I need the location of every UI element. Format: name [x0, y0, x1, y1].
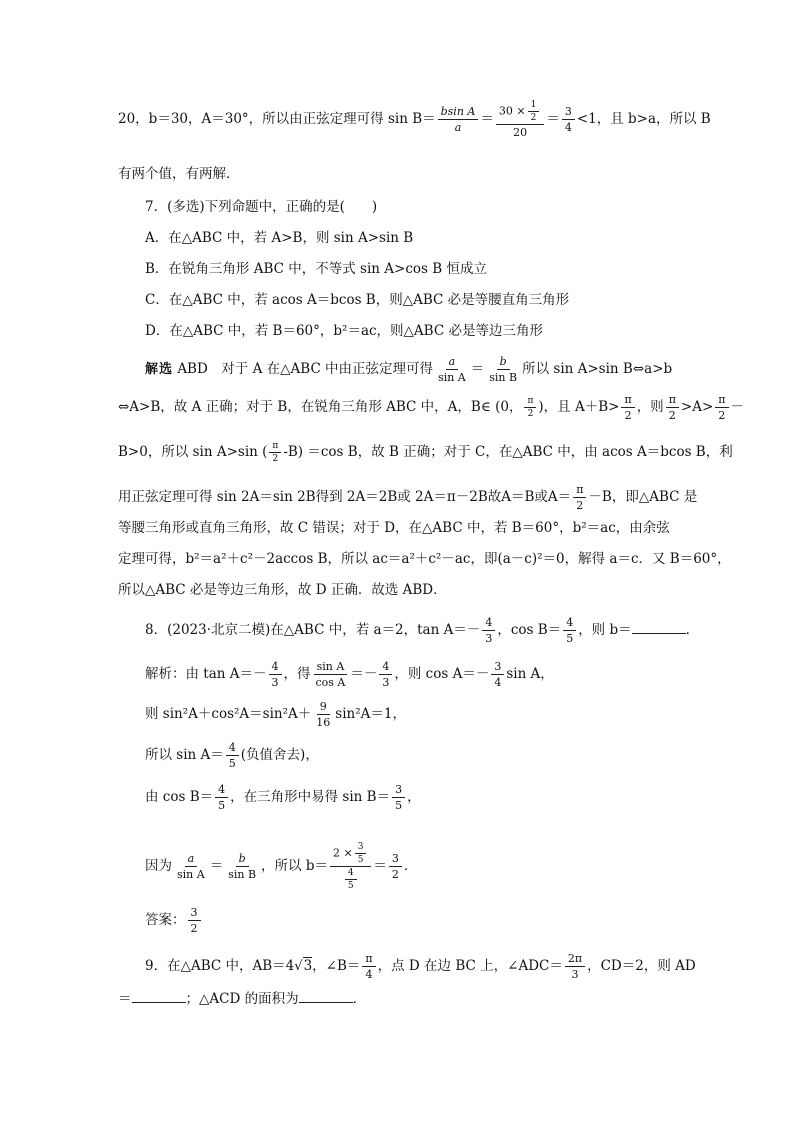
fraction [438, 105, 479, 134]
fraction [491, 660, 504, 689]
answer-blank-ad[interactable] [132, 988, 186, 1003]
text: 解析：由 tan A＝－ [145, 666, 267, 682]
text: 20，b＝30，A＝30°，所以由正弦定理可得 sin B＝ [118, 111, 436, 127]
numerator: 4 [563, 616, 576, 631]
fraction [174, 852, 208, 881]
text: ，在三角形中易得 sin B＝ [230, 789, 391, 805]
text: ，则 cos A＝－ [394, 666, 490, 682]
text: ABD 对于 A 在△ABC 中由正弦定理可得 [177, 361, 434, 377]
text: ⇔A>B，故 A 正确；对于 B，在锐角三角形 ABC 中，A，B∈ (0， [118, 399, 523, 415]
question-7-solution-line7: 所以△ABC 必是等边三角形，故 D 正确．故选 ABD． [118, 582, 447, 598]
numerator: 4 [215, 783, 228, 798]
text: 所以 sin A>sin B⇔a>b [522, 361, 673, 377]
numerator: 9 [317, 700, 330, 715]
solution-tag: 解选 [145, 362, 174, 377]
fraction [389, 852, 402, 881]
text: sin²A＝1， [335, 706, 406, 722]
numerator: π [666, 393, 679, 408]
numerator: 4 [345, 868, 357, 880]
denominator: 2 [527, 409, 534, 419]
text: ，则 b＝ [578, 622, 632, 638]
question-7-solution-line1 [145, 355, 672, 384]
fraction [565, 952, 585, 981]
text: <1，且 b>a，所以 B [576, 111, 711, 127]
text: ，CD＝2，则 AD [587, 958, 696, 974]
numerator: 3 [389, 852, 402, 867]
text: ＝－ [350, 666, 378, 682]
question-7-option-d: D．在△ABC 中，若 B＝60°，b²＝ac，则△ABC 必是等边三角形 [145, 323, 543, 339]
denominator: sin B [489, 371, 518, 384]
numerator: bsin A [438, 105, 479, 120]
question-8-answer [145, 906, 203, 935]
numerator: π [362, 952, 375, 967]
text: ． [685, 622, 700, 638]
numerator: b [236, 852, 249, 867]
numerator: π [573, 483, 586, 498]
denominator [340, 867, 362, 891]
fraction [355, 842, 367, 865]
question-8-stem [145, 616, 699, 645]
text: ＝ [209, 858, 224, 874]
numerator: 4 [379, 660, 392, 675]
fraction [562, 105, 575, 134]
text: 9．在△ABC 中，AB＝4 [145, 958, 295, 974]
fraction [528, 100, 540, 123]
denominator: 5 [566, 632, 574, 645]
denominator: 2 [530, 113, 537, 123]
text: -B) ＝cos B，故 B 正确；对于 C，在△ABC 中，由 acos A＝bcos B，利 [283, 444, 733, 460]
text: ，cos B＝ [497, 622, 562, 638]
fraction [345, 868, 357, 891]
numerator: π [621, 393, 634, 408]
question-7-solution-line6: 定理可得，b²＝a²＋c²－2accos B，所以 ac＝a²＋c²－ac，即(a－c)²＝0，解得 a＝c．又 B＝60°， [118, 551, 731, 567]
fraction [188, 906, 201, 935]
denominator: sin A [177, 868, 205, 881]
denominator: 5 [357, 855, 364, 865]
question-7-option-b: B．在锐角三角形 ABC 中，不等式 sin A>cos B 恒成立 [145, 261, 487, 277]
fraction [313, 700, 333, 729]
denominator: 3 [571, 968, 579, 981]
question-7-option-a: A．在△ABC 中，若 A>B，则 sin A>sin B [145, 230, 414, 246]
numerator: a [185, 852, 198, 867]
denominator: 5 [228, 757, 236, 770]
numerator: 3 [188, 906, 201, 921]
fraction [715, 393, 728, 422]
denominator: 5 [347, 881, 354, 891]
text: ＝ [118, 991, 132, 1007]
denominator: 4 [564, 121, 572, 134]
text: 所以 sin A＝ [145, 747, 224, 763]
text: ，则 [636, 399, 664, 415]
numerator: π [524, 396, 536, 408]
text: ， [407, 789, 421, 805]
text: sin A， [506, 666, 554, 682]
text: ． [352, 991, 367, 1007]
denominator: 4 [494, 676, 502, 689]
text: ＝ [546, 111, 560, 127]
numerator: 1 [528, 100, 540, 112]
question-7-solution-line3 [118, 441, 733, 464]
question-8-solution-line2 [145, 700, 406, 729]
text: 8．(2023·北京二模)在△ABC 中，若 a＝2，tan A＝－ [145, 622, 481, 638]
answer-blank[interactable] [632, 619, 686, 634]
text: 由 cos B＝ [145, 789, 214, 805]
denominator: 5 [218, 799, 226, 812]
text: >A> [680, 399, 714, 415]
denominator: a [454, 121, 462, 134]
denominator: 3 [271, 676, 279, 689]
fraction [226, 741, 239, 770]
text: ，∠B＝ [312, 958, 361, 974]
question-7-solution-line2 [118, 393, 744, 422]
complex-fraction [330, 842, 371, 891]
denominator: cos A [315, 676, 346, 689]
text: 用正弦定理可得 sin 2A＝sin 2B得到 2A＝2B或 2A＝π－2B故A＝B或A＝ [118, 489, 572, 505]
fraction [563, 616, 576, 645]
fraction [379, 660, 392, 689]
fraction [313, 660, 349, 689]
fraction [621, 393, 634, 422]
numerator: 4 [482, 616, 495, 631]
denominator: 2 [718, 409, 726, 422]
prev-solution-line1 [118, 100, 711, 139]
fraction [482, 616, 495, 645]
text: ，点 D 在边 BC 上，∠ADC＝ [377, 958, 563, 974]
text: ＝ [480, 111, 494, 127]
fraction [269, 660, 282, 689]
fraction [496, 100, 544, 139]
question-8-solution-line3 [145, 741, 319, 770]
question-7-solution-line4 [118, 483, 697, 512]
text: )，且 A＋B> [538, 399, 620, 415]
numerator: b [497, 355, 510, 370]
question-8-solution-line1 [145, 660, 554, 689]
denominator: 2 [190, 922, 198, 935]
fraction [362, 952, 375, 981]
text: － [730, 399, 745, 415]
text: －B，即△ABC 是 [588, 489, 698, 505]
text: 30 × [498, 104, 526, 118]
numerator: 3 [562, 105, 575, 120]
denominator: 2 [272, 454, 279, 464]
numerator: 4 [226, 741, 239, 756]
text: B>0，所以 sin A>sin ( [118, 444, 268, 460]
numerator: 4 [269, 660, 282, 675]
fraction [225, 852, 259, 881]
numerator: π [715, 393, 728, 408]
fraction [392, 783, 405, 812]
denominator: 2 [668, 409, 676, 422]
question-9-line1 [145, 952, 696, 981]
answer-label: 答案： [145, 912, 186, 928]
question-7-option-c: C．在△ABC 中，若 acos A＝bcos B，则△ABC 必是等腰直角三角形 [145, 292, 570, 308]
sqrt-value: 3 [303, 958, 313, 974]
fraction [524, 396, 536, 419]
denominator: 2 [576, 499, 584, 512]
numerator [330, 842, 371, 867]
text: 2 × [332, 846, 353, 860]
denominator: 16 [316, 716, 331, 729]
question-7-stem: 7．(多选)下列命题中，正确的是( ) [145, 199, 378, 215]
denominator: 2 [391, 868, 399, 881]
question-7-solution-line5: 等腰三角形或直角三角形，故 C 错误；对于 D，在△ABC 中，若 B＝60°，b²＝ac，由余弦 [118, 520, 670, 536]
fraction [486, 355, 520, 384]
text: ． [403, 858, 418, 874]
answer-blank-area[interactable] [299, 988, 353, 1003]
denominator: 20 [513, 126, 528, 139]
numerator: sin A [314, 660, 348, 675]
denominator: 3 [485, 632, 493, 645]
denominator: 4 [365, 968, 373, 981]
numerator: 3 [491, 660, 504, 675]
text: ，得 [283, 666, 311, 682]
text: ＝ [470, 361, 485, 377]
numerator: 2π [565, 952, 585, 967]
text: 则 sin²A＋cos²A＝sin²A＋ [145, 706, 312, 722]
prev-solution-line2: 有两个值，有两解． [118, 166, 240, 182]
fraction [666, 393, 679, 422]
numerator: π [269, 441, 281, 453]
denominator: sin A [438, 371, 466, 384]
denominator: sin B [228, 868, 257, 881]
numerator: 3 [355, 842, 367, 854]
denominator: 2 [624, 409, 632, 422]
denominator: 3 [382, 676, 390, 689]
fraction [269, 441, 281, 464]
denominator: 5 [395, 799, 403, 812]
numerator: 3 [392, 783, 405, 798]
fraction [435, 355, 469, 384]
text: 因为 [145, 858, 172, 874]
question-8-solution-line4 [145, 783, 421, 812]
fraction [215, 783, 228, 812]
question-9-line2 [118, 988, 366, 1009]
text: (负值舍去)， [240, 747, 319, 763]
text: ；△ACD 的面积为 [185, 991, 299, 1007]
text: ，所以 b＝ [261, 858, 328, 874]
numerator: a [446, 355, 459, 370]
question-8-solution-line5 [145, 842, 417, 891]
text: ＝ [373, 858, 387, 874]
numerator [496, 100, 544, 125]
fraction [573, 483, 586, 512]
sqrt-sign: √ [294, 959, 303, 974]
